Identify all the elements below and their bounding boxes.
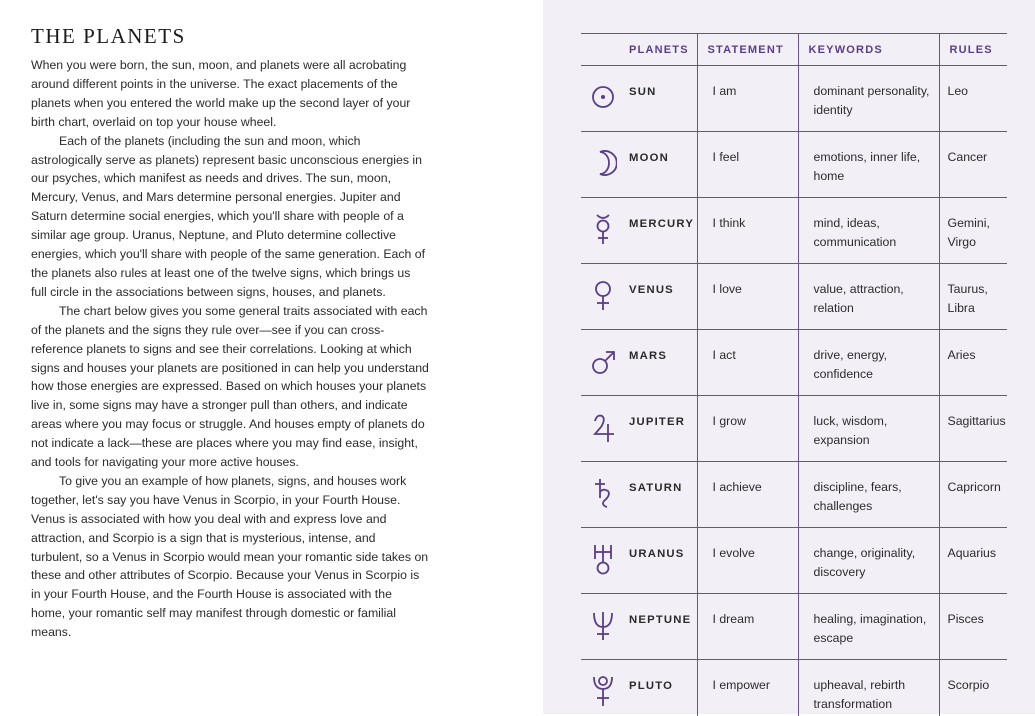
planet-name: JUPITER [629, 413, 685, 432]
rules-cell: Capricorn [939, 462, 1007, 528]
planet-cell [581, 264, 697, 330]
keywords-cell: dominant personality, identity [798, 66, 939, 132]
planet-cell [581, 660, 697, 716]
header-statement: STATEMENT [697, 34, 798, 66]
statement-cell: I am [697, 66, 798, 132]
rules-cell: Taurus, Libra [939, 264, 1007, 330]
keywords-cell: change, originality, discovery [798, 528, 939, 594]
keywords-cell: mind, ideas, communication [798, 198, 939, 264]
rules-cell: Cancer [939, 132, 1007, 198]
venus-glyph-icon [589, 278, 617, 312]
planet-name: PLUTO [629, 677, 673, 696]
rules-cell: Leo [939, 66, 1007, 132]
rules-cell: Gemini, Virgo [939, 198, 1007, 264]
keywords-cell: drive, energy, confidence [798, 330, 939, 396]
table-row [581, 528, 1007, 594]
keywords-cell: discipline, fears, challenges [798, 462, 939, 528]
planet-name: MARS [629, 347, 667, 366]
planet-name: MERCURY [629, 215, 694, 234]
statement-cell: I think [697, 198, 798, 264]
planet-name: URANUS [629, 545, 685, 564]
table-row [581, 594, 1007, 660]
planet-cell [581, 66, 697, 132]
keywords-cell: upheaval, rebirth transformation [798, 660, 939, 716]
uranus-glyph-icon [589, 542, 617, 576]
planet-name: NEPTUNE [629, 611, 691, 630]
saturn-glyph-icon [589, 476, 617, 510]
keywords-cell: healing, imagination, escape [798, 594, 939, 660]
header-keywords: KEYWORDS [798, 34, 939, 66]
paragraph-2: Each of the planets (including the sun and moon, which astrologically serve as planets) represent basic unconscious energies in our psyches, which manifest as needs and drives. The sun, moon, Mercury, Venus, and Mars determine personal energies. Jupiter and Saturn determine social energies, which you'll share with people of a similar age group. Uranus, Neptune, and Pluto determine collective energies, which you'll share with people of the same generation. Each of the planets also rules at least one of the twelve signs, which brings us full circle in the associations between signs, houses, and planets. [31, 132, 429, 302]
table-row [581, 396, 1007, 462]
planet-name: SUN [629, 83, 656, 102]
planet-cell [581, 594, 697, 660]
table-row [581, 660, 1007, 716]
planet-name: VENUS [629, 281, 674, 300]
statement-cell: I evolve [697, 528, 798, 594]
table-row [581, 330, 1007, 396]
paragraph-4: To give you an example of how planets, signs, and houses work together, let's say you have Venus in Scorpio, in your Fourth House. Venus is associated with how you deal with and express love and attraction, and Scorpio is a sign that is mysterious, intense, and turbulent, so a Venus in Scorpio would mean your romantic side takes on these and other attributes of Scorpio. Because your Venus in Scorpio is in your Fourth House, and the Fourth House is associated with the home, your romantic self may manifest through domestic or familial means. [31, 472, 429, 642]
statement-cell: I achieve [697, 462, 798, 528]
jupiter-glyph-icon [589, 410, 617, 444]
rules-cell: Pisces [939, 594, 1007, 660]
table-row [581, 132, 1007, 198]
mars-glyph-icon [589, 344, 617, 378]
table-row [581, 66, 1007, 132]
keywords-cell: luck, wisdom, expansion [798, 396, 939, 462]
rules-cell: Sagittarius [939, 396, 1007, 462]
planet-name: SATURN [629, 479, 682, 498]
keywords-cell: value, attraction, relation [798, 264, 939, 330]
planet-cell [581, 330, 697, 396]
table-header-row [581, 34, 1007, 66]
table-row [581, 198, 1007, 264]
mercury-glyph-icon [589, 212, 617, 246]
statement-cell: I grow [697, 396, 798, 462]
keywords-cell: emotions, inner life, home [798, 132, 939, 198]
statement-cell: I feel [697, 132, 798, 198]
planet-cell [581, 462, 697, 528]
planet-name: MOON [629, 149, 669, 168]
planet-cell [581, 198, 697, 264]
rules-cell: Aries [939, 330, 1007, 396]
table-row [581, 462, 1007, 528]
pluto-glyph-icon [589, 674, 617, 708]
statement-cell: I dream [697, 594, 798, 660]
sun-glyph-icon [589, 80, 617, 114]
paragraph-1: When you were born, the sun, moon, and planets were all acrobating around different points in the universe. The exact placements of the planets when you entered the world make up the second layer of your birth chart, overlaid on top your house wheel. [31, 56, 429, 132]
header-planets: PLANETS [581, 34, 697, 66]
moon-glyph-icon [589, 146, 617, 180]
planet-cell [581, 132, 697, 198]
statement-cell: I act [697, 330, 798, 396]
table-row [581, 264, 1007, 330]
body-text [31, 56, 429, 642]
statement-cell: I empower [697, 660, 798, 716]
neptune-glyph-icon [589, 608, 617, 642]
planets-table [581, 33, 1007, 716]
page-title: THE PLANETS [31, 24, 186, 49]
rules-cell: Scorpio [939, 660, 1007, 716]
paragraph-3: The chart below gives you some general traits associated with each of the planets and the signs they rule over—see if you can cross-reference planets to signs and see their correlations. Looking at which signs and houses your planets are positioned in can help you understand how those energies are expressed. Based on which houses your planets live in, some signs may have a stronger pull than others, and indicate areas where you may focus or struggle. And houses empty of planets do not indicate a lack—these are places where you may find ease, insight, and tools for navigating your more active houses. [31, 302, 429, 472]
statement-cell: I love [697, 264, 798, 330]
rules-cell: Aquarius [939, 528, 1007, 594]
header-rules: RULES [939, 34, 1007, 66]
planet-cell [581, 396, 697, 462]
planet-cell [581, 528, 697, 594]
